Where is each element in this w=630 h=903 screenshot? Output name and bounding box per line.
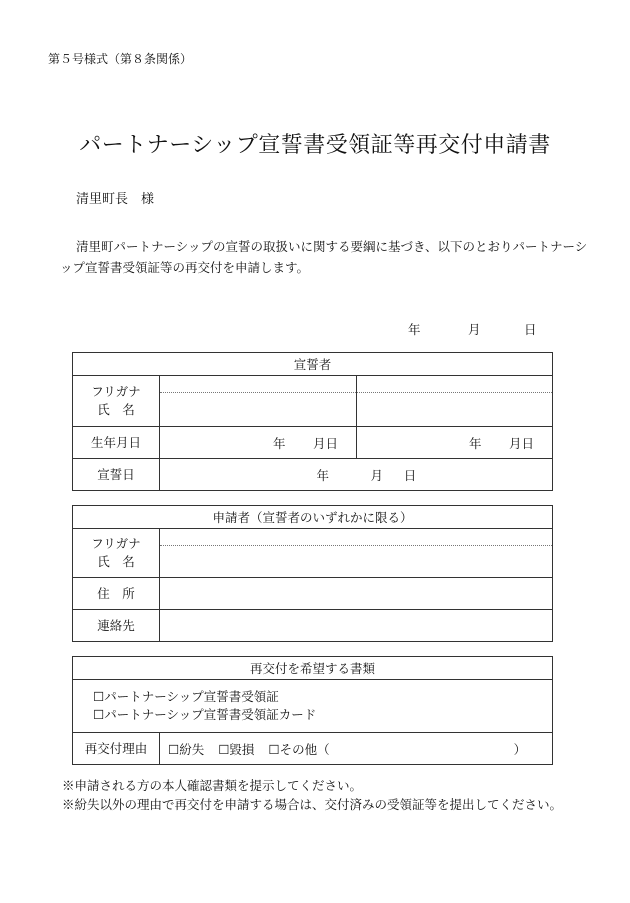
notes [62, 776, 562, 814]
oath-person-1-birth-date[interactable] [160, 427, 357, 459]
form-number: 第５号様式（第８条関係） [48, 52, 193, 66]
applicant-furigana-label: フリガナ [91, 536, 141, 551]
oath-month: 月 [370, 467, 383, 483]
reason-damaged-checkbox[interactable]: ☐毀損 [218, 741, 255, 757]
documents-table [72, 656, 553, 765]
oath-person-2-birth-date[interactable] [357, 427, 553, 459]
document-options [73, 680, 553, 733]
birth-year-1: 年 [272, 435, 286, 451]
option-certificate-checkbox[interactable]: ☐パートナーシップ宣誓書受領証 [93, 689, 279, 704]
oath-name-label [73, 376, 160, 427]
date-day: 日 [523, 322, 537, 337]
application-date [408, 320, 536, 338]
oath-table-heading: 宣誓者 [73, 353, 553, 376]
oath-date-cell[interactable] [160, 459, 553, 491]
applicant-contact-label: 連絡先 [73, 610, 160, 642]
note-id-documents: ※申請される方の本人確認書類を提示してください。 [62, 778, 363, 793]
addressee: 清里町長 様 [76, 192, 155, 207]
applicant-address-label: 住 所 [73, 578, 160, 610]
applicant-table-heading: 申請者（宣誓者のいずれかに限る） [73, 506, 553, 529]
reason-options [160, 733, 553, 765]
birth-month-2: 月 [508, 435, 522, 451]
birth-day-2: 日 [521, 435, 534, 451]
oath-day: 日 [403, 467, 417, 483]
reason-other-checkbox[interactable]: ☐その他（ [268, 741, 330, 757]
oath-date-label: 宣誓日 [73, 459, 160, 491]
documents-table-heading: 再交付を希望する書類 [73, 657, 553, 680]
application-statement: 清里町パートナーシップの宣誓の取扱いに関する要綱に基づき、以下のとおりパートナーシップ宣誓書受領証等の再交付を申請します。 [60, 239, 588, 275]
oath-year: 年 [316, 467, 329, 483]
reason-close-paren: ） [513, 741, 527, 757]
applicant-contact-cell[interactable] [160, 610, 553, 642]
birth-month-1: 月 [312, 435, 326, 451]
furigana-label: フリガナ [91, 384, 141, 399]
applicant-address-cell[interactable] [160, 578, 553, 610]
document-title: パートナーシップ宣誓書受領証等再交付申請書 [79, 133, 551, 158]
name-label: 氏 名 [97, 402, 135, 417]
option-card-checkbox[interactable]: ☐パートナーシップ宣誓書受領証カード [93, 707, 317, 722]
birth-date-label: 生年月日 [73, 427, 160, 459]
oath-person-1-name-cell[interactable] [160, 376, 357, 427]
oath-person-2-name-cell[interactable] [357, 376, 553, 427]
reason-label: 再交付理由 [73, 733, 160, 765]
applicant-name-label [73, 529, 160, 578]
date-month: 月 [467, 322, 481, 337]
date-year: 年 [408, 322, 421, 337]
oath-table [72, 352, 553, 491]
applicant-name-cell[interactable] [160, 529, 553, 578]
applicant-table [72, 505, 553, 642]
birth-day-1: 日 [325, 435, 338, 451]
reason-lost-checkbox[interactable]: ☐紛失 [168, 741, 205, 757]
note-return-documents: ※紛失以外の理由で再交付を申請する場合は、交付済みの受領証等を提出してください。 [62, 797, 563, 812]
applicant-name-text: 氏 名 [97, 554, 135, 569]
birth-year-2: 年 [468, 435, 482, 451]
